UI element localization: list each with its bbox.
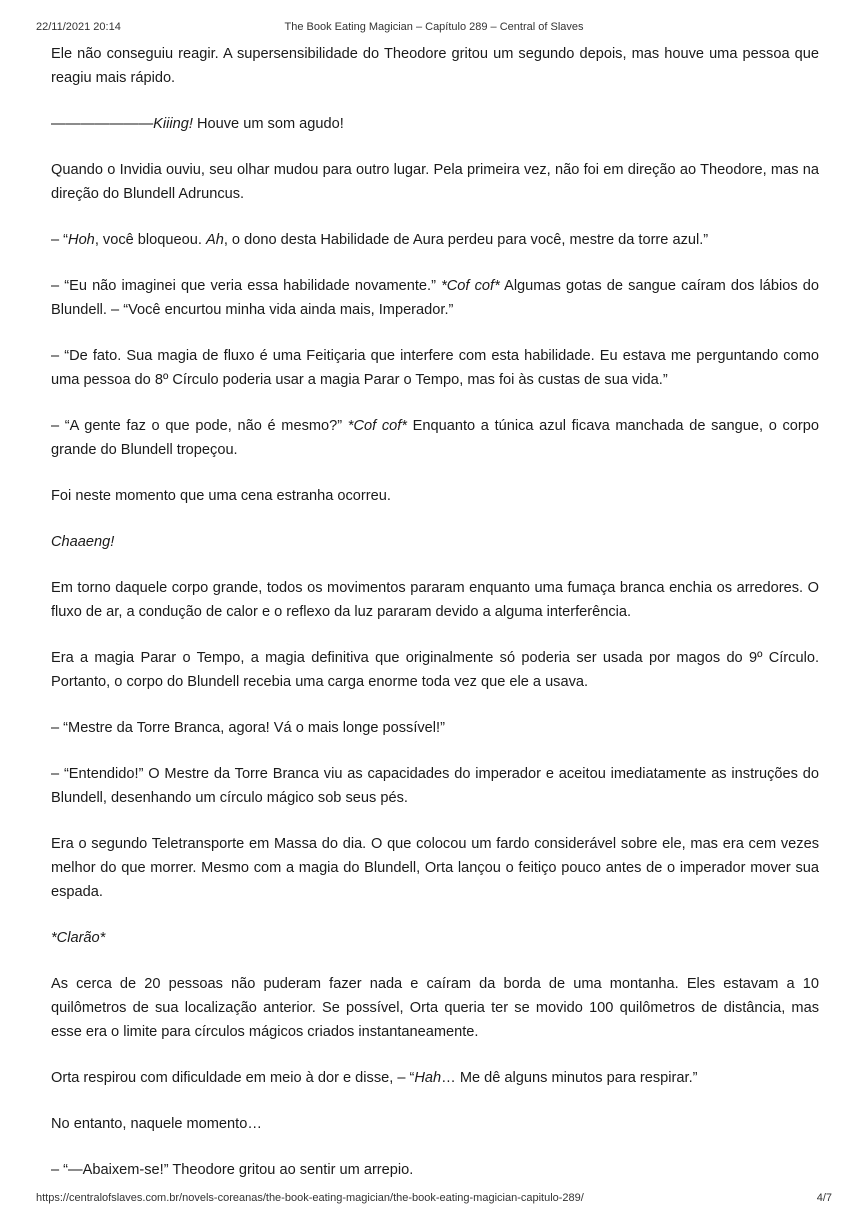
paragraph: Em torno daquele corpo grande, todos os movimentos pararam enquanto uma fumaça branca enchia os arredores. O fluxo de ar, a condução de calor e o reflexo da luz pararam devido a alguma interferência. <box>51 580 819 620</box>
print-url[interactable]: https://centralofslaves.com.br/novels-coreanas/the-book-eating-magician/the-book-eating-magician-capitulo-289/ <box>36 1192 584 1204</box>
page-number: 4/7 <box>816 1192 832 1204</box>
print-page-title: The Book Eating Magician – Capítulo 289 – Central of Slaves <box>284 21 584 33</box>
paragraph: Foi neste momento que uma cena estranha ocorreu. <box>51 488 391 504</box>
paragraph: Quando o Invidia ouviu, seu olhar mudou para outro lugar. Pela primeira vez, não foi em direção ao Theodore, mas na direção do Blundell Adruncus. <box>51 162 819 202</box>
paragraph: – “—Abaixem-se!” Theodore gritou ao sentir um arrepio. <box>51 1162 414 1178</box>
paragraph: As cerca de 20 pessoas não puderam fazer nada e caíram da borda de uma montanha. Eles estavam a 10 quilômetros de sua localização anterior. Se possível, Orta queria ter se movido 100 quilômetros de distância, mas esse era o limite para círculos mágicos criados instantaneamente. <box>51 976 819 1040</box>
print-footer <box>0 1192 868 1206</box>
paragraph: – “Mestre da Torre Branca, agora! Vá o mais longe possível!” <box>51 720 445 736</box>
paragraph: Ele não conseguiu reagir. A supersensibilidade do Theodore gritou um segundo depois, mas houve uma pessoa que reagiu mais rápido. <box>51 46 819 86</box>
paragraph: ———————Kiiing! Houve um som agudo! <box>51 116 344 132</box>
paragraph: – “Eu não imaginei que veria essa habilidade novamente.” *Cof cof* Algumas gotas de sangue caíram dos lábios do Blundell. – “Você encurtou minha vida ainda mais, Imperador.” <box>51 278 820 318</box>
paragraph: – “Hoh, você bloqueou. Ah, o dono desta Habilidade de Aura perdeu para você, mestre da torre azul.” <box>51 232 709 248</box>
paragraph: Chaaeng! <box>51 534 115 550</box>
print-datetime: 22/11/2021 20:14 <box>36 21 121 33</box>
paragraph: *Clarão* <box>51 930 106 946</box>
paragraph: Era a magia Parar o Tempo, a magia definitiva que originalmente só poderia ser usada por magos do 9º Círculo. Portanto, o corpo do Blundell recebia uma carga enorme toda vez que ele a usava. <box>51 650 819 690</box>
paragraph: Era o segundo Teletransporte em Massa do dia. O que colocou um fardo considerável sobre ele, mas era cem vezes melhor do que morrer. Mesmo com a magia do Blundell, Orta lançou o feitiço pouco antes de o imperador mover sua espada. <box>51 836 819 900</box>
chapter-text <box>51 42 819 1204</box>
paragraph: No entanto, naquele momento… <box>51 1116 262 1132</box>
paragraph: – “A gente faz o que pode, não é mesmo?” *Cof cof* Enquanto a túnica azul ficava manchada de sangue, o corpo grande do Blundell tropeçou. <box>51 418 819 458</box>
paragraph: Orta respirou com dificuldade em meio à dor e disse, – “Hah… Me dê alguns minutos para respirar.” <box>51 1070 698 1086</box>
paragraph: – “Entendido!” O Mestre da Torre Branca viu as capacidades do imperador e aceitou imediatamente as instruções do Blundell, desenhando um círculo mágico sob seus pés. <box>51 766 819 806</box>
paragraph: – “De fato. Sua magia de fluxo é uma Feitiçaria que interfere com esta habilidade. Eu estava me perguntando como uma pessoa do 8º Círculo poderia usar a magia Parar o Tempo, mas foi às custas de sua vida.” <box>51 348 819 388</box>
print-header <box>0 21 868 35</box>
